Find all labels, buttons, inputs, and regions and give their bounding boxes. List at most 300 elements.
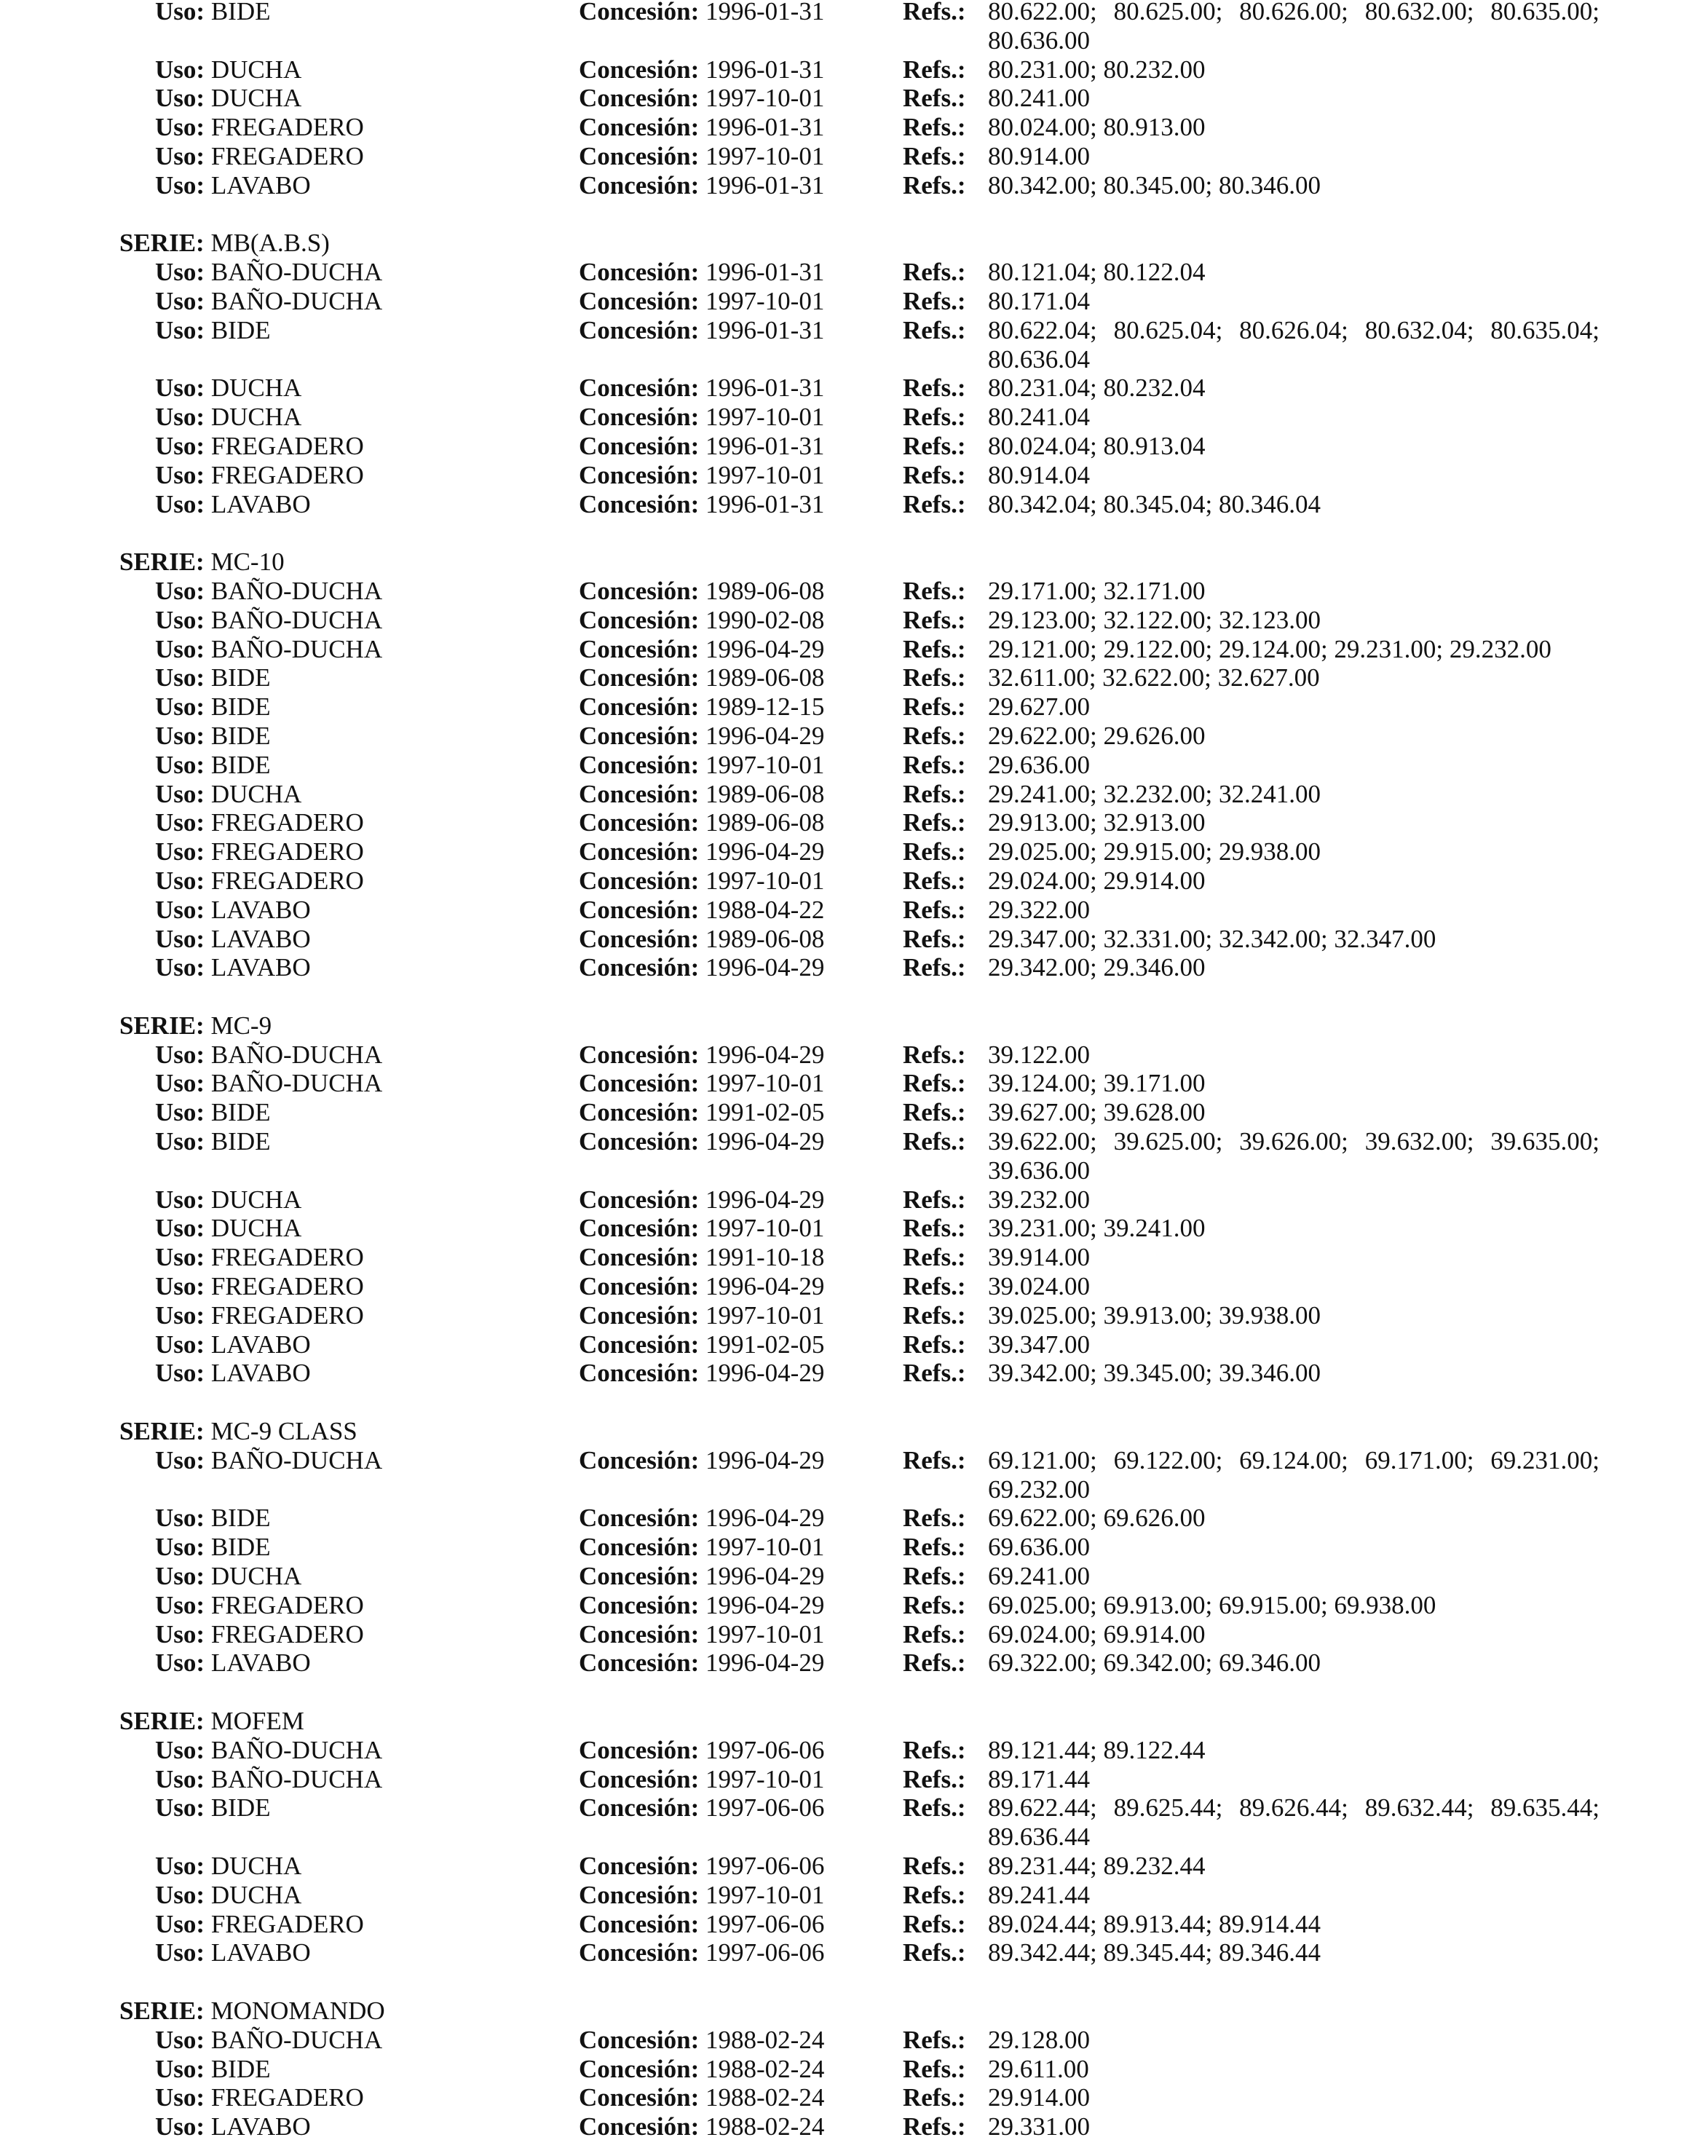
concesion-date: 1997-06-06 [705,1735,825,1764]
refs-label: Refs.: [903,1504,966,1533]
refs-label: Refs.: [903,1619,966,1648]
concesion-label: Concesión: [579,374,700,403]
uso-cell [155,2026,382,2055]
serie-section [0,1967,1708,2141]
refs-value: 80.241.04 [988,403,1090,432]
refs-label: Refs.: [903,895,966,924]
concesion-label: Concesión: [579,460,700,489]
uso-label: Uso: [155,1214,205,1243]
uso-cell [155,1620,364,1649]
uso-label: Uso: [155,1330,205,1359]
table-row [0,1620,1708,1649]
concesion-date: 1996-01-31 [705,315,825,344]
concesion-cell [579,606,824,635]
uso-cell [155,1648,311,1678]
concesion-label: Concesión: [579,1852,700,1880]
table-row [0,663,1708,692]
uso-label: Uso: [155,1127,205,1156]
concesion-date: 1996-01-31 [705,170,825,200]
table-row [0,692,1708,722]
uso-value: BIDE [210,2054,271,2083]
refs-value: 29.914.00 [988,2083,1090,2112]
refs-label: Refs.: [903,2025,966,2054]
uso-label: Uso: [155,692,205,722]
table-row [0,287,1708,316]
refs-value: 69.241.00 [988,1562,1090,1591]
concesion-date: 1988-02-24 [705,2112,825,2141]
uso-cell [155,1562,301,1591]
serie-label: SERIE: [119,1707,205,1736]
serie-header [0,1011,1708,1041]
concesion-cell [579,1591,824,1620]
uso-value: BAÑO-DUCHA [210,1764,383,1793]
concesion-cell [579,837,824,866]
concesion-date: 1996-04-29 [705,953,825,982]
concesion-label: Concesión: [579,750,700,779]
uso-value: LAVABO [210,924,311,953]
serie-section [0,518,1708,982]
table-row [0,606,1708,635]
uso-cell [155,808,364,837]
uso-value: BAÑO-DUCHA [210,634,383,663]
concesion-date: 1997-10-01 [705,1214,825,1243]
uso-value: DUCHA [210,55,302,84]
uso-cell [155,1881,301,1910]
concesion-date: 1997-10-01 [705,460,825,489]
uso-value: LAVABO [210,953,311,982]
uso-label: Uso: [155,460,205,489]
table-row [0,142,1708,171]
table-row [0,577,1708,606]
concesion-date: 1996-01-31 [705,489,825,518]
uso-cell [155,432,364,461]
concesion-label: Concesión: [579,808,700,837]
uso-label: Uso: [155,721,205,750]
uso-label: Uso: [155,489,205,518]
section-spacer [0,1388,1708,1417]
concesion-label: Concesión: [579,576,700,605]
uso-value: BIDE [210,1127,271,1156]
concesion-cell [579,55,824,84]
uso-cell [155,1185,301,1215]
serie-header [0,229,1708,258]
uso-cell [155,1938,311,1967]
serie-section [0,0,1708,200]
serie-section [0,1388,1708,1678]
uso-cell [155,1591,364,1620]
table-row [0,1852,1708,1881]
uso-value: LAVABO [210,1648,311,1678]
uso-value: DUCHA [210,1214,302,1243]
concesion-date: 1991-10-18 [705,1243,825,1272]
concesion-cell [579,751,824,780]
uso-cell [155,1272,364,1301]
refs-label: Refs.: [903,1214,966,1243]
concesion-cell [579,577,824,606]
uso-label: Uso: [155,895,205,924]
uso-value: LAVABO [210,1330,311,1359]
concesion-date: 1989-06-08 [705,576,825,605]
refs-label: Refs.: [903,55,966,84]
concesion-cell [579,1098,824,1127]
uso-value: FREGADERO [210,1619,364,1648]
concesion-label: Concesión: [579,1793,700,1823]
concesion-cell [579,403,824,432]
uso-label: Uso: [155,1735,205,1764]
refs-label: Refs.: [903,113,966,142]
concesion-date: 1996-01-31 [705,0,825,25]
table-row [0,1881,1708,1910]
uso-value: FREGADERO [210,113,364,142]
table-row [0,1591,1708,1620]
uso-value: LAVABO [210,170,311,200]
concesion-cell [579,1214,824,1243]
uso-cell [155,490,311,519]
serie-section [0,982,1708,1388]
concesion-cell [579,287,824,316]
uso-label: Uso: [155,1852,205,1880]
concesion-date: 1996-04-29 [705,1504,825,1533]
uso-cell [155,1330,311,1359]
uso-label: Uso: [155,2025,205,2054]
concesion-label: Concesión: [579,895,700,924]
concesion-label: Concesión: [579,1938,700,1967]
table-row [0,1243,1708,1272]
uso-cell [155,1910,364,1939]
refs-label: Refs.: [903,663,966,692]
concesion-cell [579,692,824,722]
section-spacer [0,1678,1708,1707]
concesion-cell [579,1562,824,1591]
concesion-date: 1997-06-06 [705,1938,825,1967]
uso-label: Uso: [155,866,205,895]
uso-label: Uso: [155,258,205,287]
refs-value: 29.024.00; 29.914.00 [988,866,1206,895]
refs-label: Refs.: [903,924,966,953]
concesion-date: 1989-06-08 [705,924,825,953]
refs-label: Refs.: [903,866,966,895]
refs-label: Refs.: [903,1909,966,1938]
concesion-cell [579,1852,824,1881]
refs-value: 69.636.00 [988,1533,1090,1562]
uso-label: Uso: [155,0,205,25]
refs-value: 39.342.00; 39.345.00; 39.346.00 [988,1359,1321,1388]
concesion-label: Concesión: [579,315,700,344]
refs-label: Refs.: [903,1590,966,1619]
serie-label: SERIE: [119,229,205,258]
refs-value: 29.241.00; 32.232.00; 32.241.00 [988,779,1321,808]
uso-cell [155,2112,311,2141]
concesion-label: Concesión: [579,1359,700,1388]
uso-label: Uso: [155,924,205,953]
table-row [0,258,1708,287]
concesion-label: Concesión: [579,866,700,895]
uso-cell [155,866,364,896]
refs-label: Refs.: [903,1330,966,1359]
section-spacer [0,982,1708,1011]
uso-cell [155,577,382,606]
table-row [0,1185,1708,1215]
refs-value: 29.128.00 [988,2025,1090,2054]
uso-value: BIDE [210,1504,271,1533]
concesion-label: Concesión: [579,1880,700,1909]
concesion-label: Concesión: [579,1214,700,1243]
uso-label: Uso: [155,1445,205,1474]
uso-value: DUCHA [210,84,302,113]
concesion-cell [579,432,824,461]
uso-cell [155,374,301,403]
refs-label: Refs.: [903,84,966,113]
uso-cell [155,1069,382,1098]
table-row [0,461,1708,490]
concesion-date: 1997-10-01 [705,286,825,315]
concesion-cell [579,866,824,896]
uso-label: Uso: [155,1359,205,1388]
uso-value: FREGADERO [210,1243,364,1272]
concesion-date: 1991-02-05 [705,1330,825,1359]
uso-value: DUCHA [210,1562,302,1591]
concesion-date: 1996-01-31 [705,374,825,403]
refs-value: 29.331.00 [988,2112,1090,2141]
table-row [0,1533,1708,1562]
concesion-label: Concesión: [579,634,700,663]
uso-cell [155,692,270,722]
concesion-label: Concesión: [579,1040,700,1069]
uso-label: Uso: [155,1243,205,1272]
concesion-label: Concesión: [579,55,700,84]
uso-label: Uso: [155,1562,205,1591]
refs-value: 89.024.44; 89.913.44; 89.914.44 [988,1909,1321,1938]
uso-value: BAÑO-DUCHA [210,2025,383,2054]
refs-label: Refs.: [903,1243,966,1272]
table-row [0,780,1708,809]
concesion-date: 1997-10-01 [705,1880,825,1909]
concesion-date: 1991-02-05 [705,1098,825,1127]
serie-header [0,1997,1708,2026]
concesion-label: Concesión: [579,1069,700,1098]
uso-label: Uso: [155,141,205,170]
concesion-cell [579,896,824,925]
concesion-date: 1997-10-01 [705,866,825,895]
uso-label: Uso: [155,1909,205,1938]
refs-value: 29.121.00; 29.122.00; 29.124.00; 29.231.00; 29.232.00 [988,634,1551,663]
uso-value: BIDE [210,1793,271,1823]
concesion-date: 1996-04-29 [705,1648,825,1678]
refs-label: Refs.: [903,1764,966,1793]
uso-value: BAÑO-DUCHA [210,1040,383,1069]
uso-cell [155,2083,364,2112]
concesion-label: Concesión: [579,431,700,460]
concesion-date: 1996-04-29 [705,721,825,750]
concesion-cell [579,1301,824,1330]
refs-value: 39.622.00; 39.625.00; 39.626.00; 39.632.00; 39.635.00; 39.636.00 [988,1127,1600,1185]
concesion-cell [579,142,824,171]
concesion-label: Concesión: [579,1562,700,1591]
uso-cell [155,113,364,142]
uso-label: Uso: [155,1590,205,1619]
refs-value: 69.025.00; 69.913.00; 69.915.00; 69.938.00 [988,1590,1436,1619]
concesion-label: Concesión: [579,1272,700,1301]
refs-label: Refs.: [903,634,966,663]
refs-label: Refs.: [903,1359,966,1388]
uso-value: DUCHA [210,1880,302,1909]
uso-cell [155,722,270,751]
uso-value: BIDE [210,1533,271,1562]
table-row [0,925,1708,954]
refs-value: 80.914.04 [988,460,1090,489]
uso-label: Uso: [155,634,205,663]
uso-label: Uso: [155,1533,205,1562]
concesion-cell [579,1765,824,1794]
uso-value: FREGADERO [210,1590,364,1619]
concesion-cell [579,316,824,345]
uso-cell [155,953,311,982]
refs-label: Refs.: [903,721,966,750]
concesion-cell [579,113,824,142]
refs-value: 89.231.44; 89.232.44 [988,1852,1206,1880]
concesion-label: Concesión: [579,1648,700,1678]
concesion-label: Concesión: [579,1098,700,1127]
uso-label: Uso: [155,2083,205,2112]
table-row [0,808,1708,837]
uso-cell [155,606,382,635]
concesion-cell [579,1330,824,1359]
refs-label: Refs.: [903,1069,966,1098]
refs-label: Refs.: [903,605,966,634]
uso-cell [155,258,382,287]
concesion-cell [579,461,824,490]
concesion-cell [579,0,824,26]
refs-label: Refs.: [903,1938,966,1967]
concesion-cell [579,1185,824,1215]
refs-label: Refs.: [903,1272,966,1301]
concesion-label: Concesión: [579,1504,700,1533]
refs-label: Refs.: [903,460,966,489]
uso-value: FREGADERO [210,808,364,837]
concesion-label: Concesión: [579,1533,700,1562]
refs-label: Refs.: [903,1300,966,1330]
concesion-label: Concesión: [579,924,700,953]
table-row [0,1504,1708,1533]
table-row [0,1648,1708,1678]
table-row [0,751,1708,780]
refs-value: 39.024.00 [988,1272,1090,1301]
refs-value: 29.171.00; 32.171.00 [988,576,1206,605]
concesion-cell [579,1938,824,1967]
concesion-date: 1997-10-01 [705,1069,825,1098]
refs-value: 29.322.00 [988,895,1090,924]
concesion-label: Concesión: [579,113,700,142]
uso-value: BAÑO-DUCHA [210,576,383,605]
concesion-label: Concesión: [579,1243,700,1272]
table-row [0,2083,1708,2112]
uso-cell [155,1446,382,1475]
table-row [0,1446,1708,1504]
table-row [0,1214,1708,1243]
refs-value: 89.121.44; 89.122.44 [988,1735,1206,1764]
concesion-date: 1996-04-29 [705,1562,825,1591]
table-row [0,1765,1708,1794]
refs-value: 29.627.00 [988,692,1090,722]
refs-label: Refs.: [903,489,966,518]
concesion-label: Concesión: [579,1735,700,1764]
uso-label: Uso: [155,837,205,866]
uso-cell [155,55,301,84]
table-row [0,316,1708,374]
refs-label: Refs.: [903,374,966,403]
refs-value: 29.622.00; 29.626.00 [988,721,1206,750]
table-row [0,896,1708,925]
uso-cell [155,316,270,345]
refs-value: 39.232.00 [988,1185,1090,1214]
uso-label: Uso: [155,1069,205,1098]
uso-value: BIDE [210,721,271,750]
refs-value: 80.024.04; 80.913.04 [988,431,1206,460]
uso-value: LAVABO [210,2112,311,2141]
uso-cell [155,1127,270,1156]
refs-label: Refs.: [903,1040,966,1069]
concesion-label: Concesión: [579,692,700,722]
refs-value: 39.347.00 [988,1330,1090,1359]
concesion-date: 1997-06-06 [705,1852,825,1880]
uso-label: Uso: [155,1648,205,1678]
refs-value: 80.622.00; 80.625.00; 80.626.00; 80.632.00; 80.635.00; 80.636.00 [988,0,1600,55]
serie-label: SERIE: [119,1996,205,2025]
table-row [0,1793,1708,1852]
concesion-label: Concesión: [579,2112,700,2141]
concesion-label: Concesión: [579,779,700,808]
refs-value: 80.914.00 [988,141,1090,170]
uso-label: Uso: [155,779,205,808]
uso-cell [155,1793,270,1823]
section-spacer [0,518,1708,548]
concesion-date: 1997-10-01 [705,1300,825,1330]
concesion-date: 1988-04-22 [705,895,825,924]
table-row [0,837,1708,866]
concesion-cell [579,1127,824,1156]
refs-label: Refs.: [903,286,966,315]
refs-value: 29.347.00; 32.331.00; 32.342.00; 32.347.00 [988,924,1436,953]
refs-value: 29.611.00 [988,2054,1089,2083]
uso-value: BIDE [210,692,271,722]
uso-cell [155,403,301,432]
concesion-cell [579,780,824,809]
uso-cell [155,287,382,316]
concesion-label: Concesión: [579,489,700,518]
serie-label: SERIE: [119,1011,205,1040]
uso-label: Uso: [155,663,205,692]
table-row [0,1910,1708,1939]
concesion-label: Concesión: [579,2054,700,2083]
uso-cell [155,1214,301,1243]
concesion-cell [579,925,824,954]
concesion-label: Concesión: [579,258,700,287]
concesion-date: 1997-10-01 [705,1764,825,1793]
uso-value: FREGADERO [210,141,364,170]
table-row [0,2112,1708,2141]
serie-label: SERIE: [119,1417,205,1446]
refs-label: Refs.: [903,1533,966,1562]
refs-value: 29.913.00; 32.913.00 [988,808,1206,837]
concesion-date: 1989-06-08 [705,808,825,837]
refs-label: Refs.: [903,953,966,982]
concesion-date: 1996-04-29 [705,1040,825,1069]
uso-label: Uso: [155,403,205,432]
uso-value: DUCHA [210,374,302,403]
concesion-date: 1997-10-01 [705,750,825,779]
concesion-label: Concesión: [579,1590,700,1619]
table-row [0,1938,1708,1967]
